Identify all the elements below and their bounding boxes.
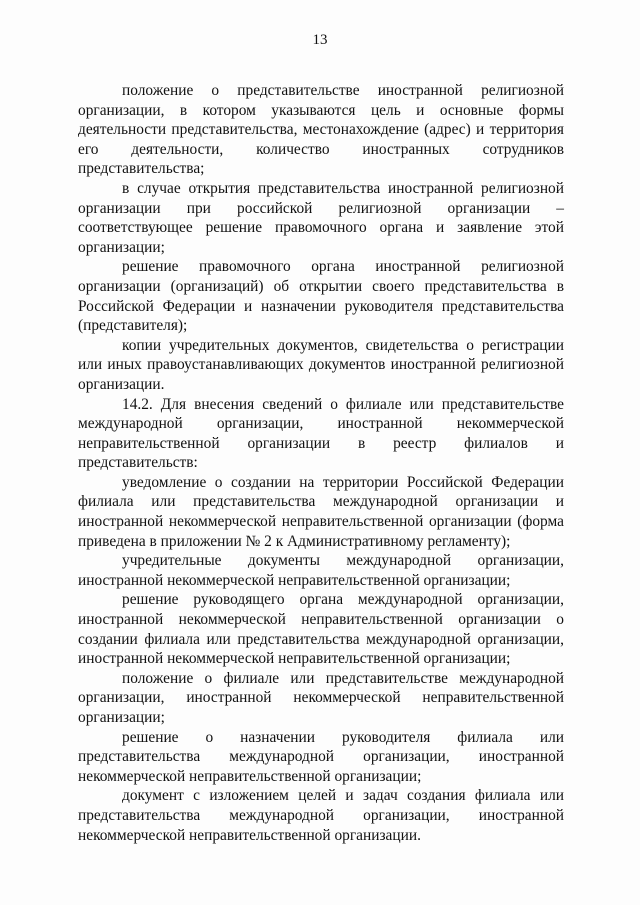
paragraph-governing-body-decision: решение руководящего органа международной организации, иностранной некоммерческой неправительственной организации о создании филиала или представительства международной организации, иностранной некоммерческой неправительственной организации; [78, 591, 564, 668]
paragraph-russian-org-decision: в случае открытия представительства иностранной религиозной организации при российской религиозной организации – соответствующее решение правомочного органа и заявление этой организации; [78, 179, 564, 256]
paragraph-foreign-org-decision: решение правомочного органа иностранной религиозной организации (организаций) об открытии своего представительства в Российской Федерации и назначении руководителя представительства (представителя); [78, 258, 564, 335]
paragraph-section-14-2: 14.2. Для внесения сведений о филиале или представительстве международной организации, иностранной некоммерческой неправительственной организации в реестр филиалов и представительств: [78, 395, 564, 472]
paragraph-founding-documents-copies: копии учредительных документов, свидетельства о регистрации или иных правоустанавливающих документов иностранной религиозной организации. [78, 336, 564, 393]
page-number: 13 [312, 32, 328, 48]
paragraph-statute-representation: положение о представительстве иностранной религиозной организации, в котором указываются цель и основные формы деятельности представительства, местонахождение (адрес) и территория его деятельности, количество иностранных сотрудников представительства; [78, 82, 564, 178]
paragraph-founding-documents: учредительные документы международной организации, иностранной некоммерческой неправительственной организации; [78, 552, 564, 589]
paragraph-goals-document: документ с изложением целей и задач создания филиала или представительства международной организации, иностранной некоммерческой неправительственной организации. [78, 787, 564, 844]
paragraph-branch-statute: положение о филиале или представительстве международной организации, иностранной некоммерческой неправительственной организации; [78, 669, 564, 726]
document-body [78, 81, 564, 845]
paragraph-head-appointment: решение о назначении руководителя филиала или представительства международной организации, иностранной некоммерческой неправительственной организации; [78, 728, 564, 785]
paragraph-notification: уведомление о создании на территории Российской Федерации филиала или представительства международной организации и иностранной некоммерческой неправительственной организации (форма приведена в приложении № 2 к Административному регламенту); [78, 473, 564, 550]
